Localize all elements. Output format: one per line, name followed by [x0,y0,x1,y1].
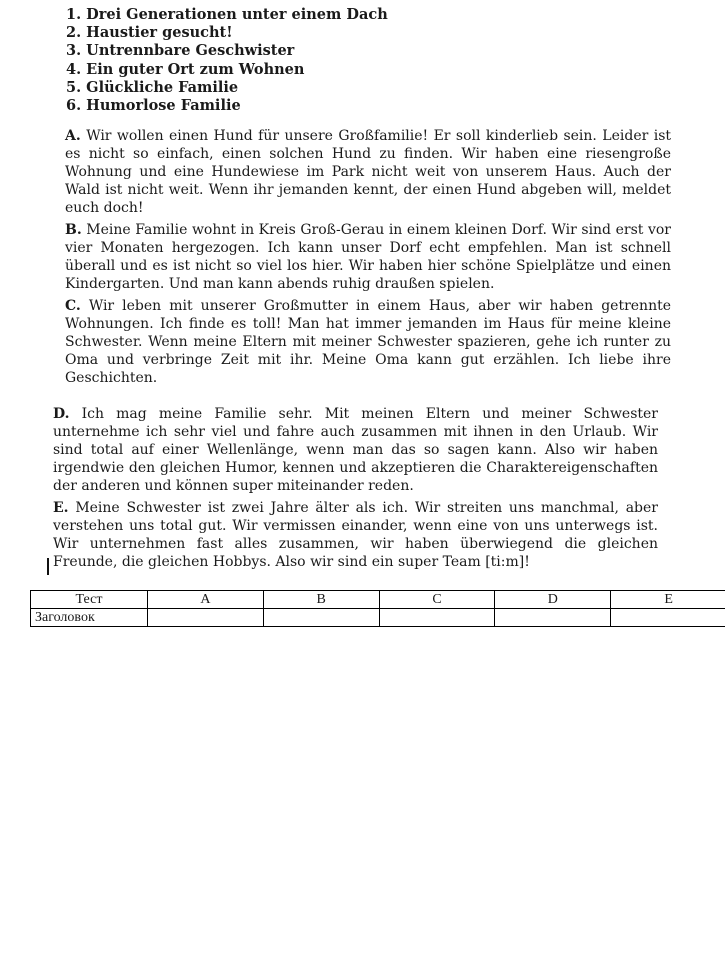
text-c-letter: C. [65,298,81,314]
text-a-letter: A. [65,128,81,144]
heading-option-5: 5. Glückliche Familie [66,78,239,96]
answer-cell-a[interactable] [148,609,264,627]
heading-option-4: 4. Ein guter Ort zum Wohnen [66,60,305,78]
text-d [53,405,658,495]
heading-option-2: 2. Haustier gesucht! [66,24,233,42]
answer-cell-d[interactable] [495,609,611,627]
answer-table-row [31,609,725,627]
text-cursor [47,558,49,575]
text-d-body: Ich mag meine Familie sehr. Mit meinen Eltern und meiner Schwester unternehme ich sehr viel und fahre auch zusammen mit ihnen in den Urlaub. Wir sind total auf einer Wellenlänge, wenn man das so sagen kann. Also wir haben irgendwie den gleichen Humor, kennen und akzeptieren die Charaktereigenschaften der anderen und können super miteinander reden. [53,406,658,495]
text-b-letter: B. [65,222,82,238]
text-e [53,499,658,571]
header-cell-e: E [611,591,725,609]
heading-options-list [66,6,388,115]
text-e-letter: E. [53,500,69,516]
header-cell-test: Тест [31,591,148,609]
heading-option-1: 1. Drei Generationen unter einem Dach [66,6,388,23]
text-c [65,297,671,387]
header-cell-c: C [379,591,495,609]
text-a-body: Wir wollen einen Hund für unsere Großfamilie! Er soll kinderlieb sein. Leider ist es nicht so einfach, einen solchen Hund zu finden. Wir haben eine riesengroße Wohnung und eine Hundewiese im Park nicht weit von unserem Haus. Auch der Wald ist nicht weit. Wenn ihr jemanden kennt, der einen Hund abgeben will, meldet euch doch! [65,128,672,217]
text-e-body: Meine Schwester ist zwei Jahre älter als ich. Wir streiten uns manchmal, aber verstehen uns total gut. Wir vermissen einander, wenn eine von uns unterwegs ist. Wir unternehmen fast alles zusammen, wir haben überwiegend die gleichen Freunde, die gleichen Hobbys. Also wir sind ein super Team [ti:m]! [53,500,658,571]
heading-option-3: 3. Untrennbare Geschwister [66,42,295,60]
heading-option-6: 6. Humorlose Familie [66,97,241,115]
header-cell-d: D [495,591,611,609]
answer-table [30,590,725,627]
answer-table-header-row [31,591,725,609]
text-a [65,127,671,217]
text-b [65,221,671,293]
header-cell-b: B [263,591,379,609]
text-c-body: Wir leben mit unserer Großmutter in einem Haus, aber wir haben getrennte Wohnungen. Ich finde es toll! Man hat immer jemanden im Haus für meine kleine Schwester. Wenn meine Eltern mit meiner Schwester spazieren, gehe ich runter zu Oma und verbringe Zeit mit ihr. Meine Oma kann gut erzählen. Ich liebe ihre Geschichten. [65,298,671,387]
answer-cell-c[interactable] [379,609,495,627]
answer-cell-b[interactable] [263,609,379,627]
header-cell-a: A [148,591,264,609]
answer-cell-e[interactable] [611,609,725,627]
text-d-letter: D. [53,406,70,422]
text-b-body: Meine Familie wohnt in Kreis Groß-Gerau in einem kleinen Dorf. Wir sind erst vor vier Monaten hergezogen. Ich kann unser Dorf echt empfehlen. Man ist schnell überall und es ist nicht so viel los hier. Wir haben hier schöne Spielplätze und einen Kindergarten. Und man kann abends ruhig draußen spielen. [65,222,671,293]
row-label-heading: Заголовок [31,609,148,627]
